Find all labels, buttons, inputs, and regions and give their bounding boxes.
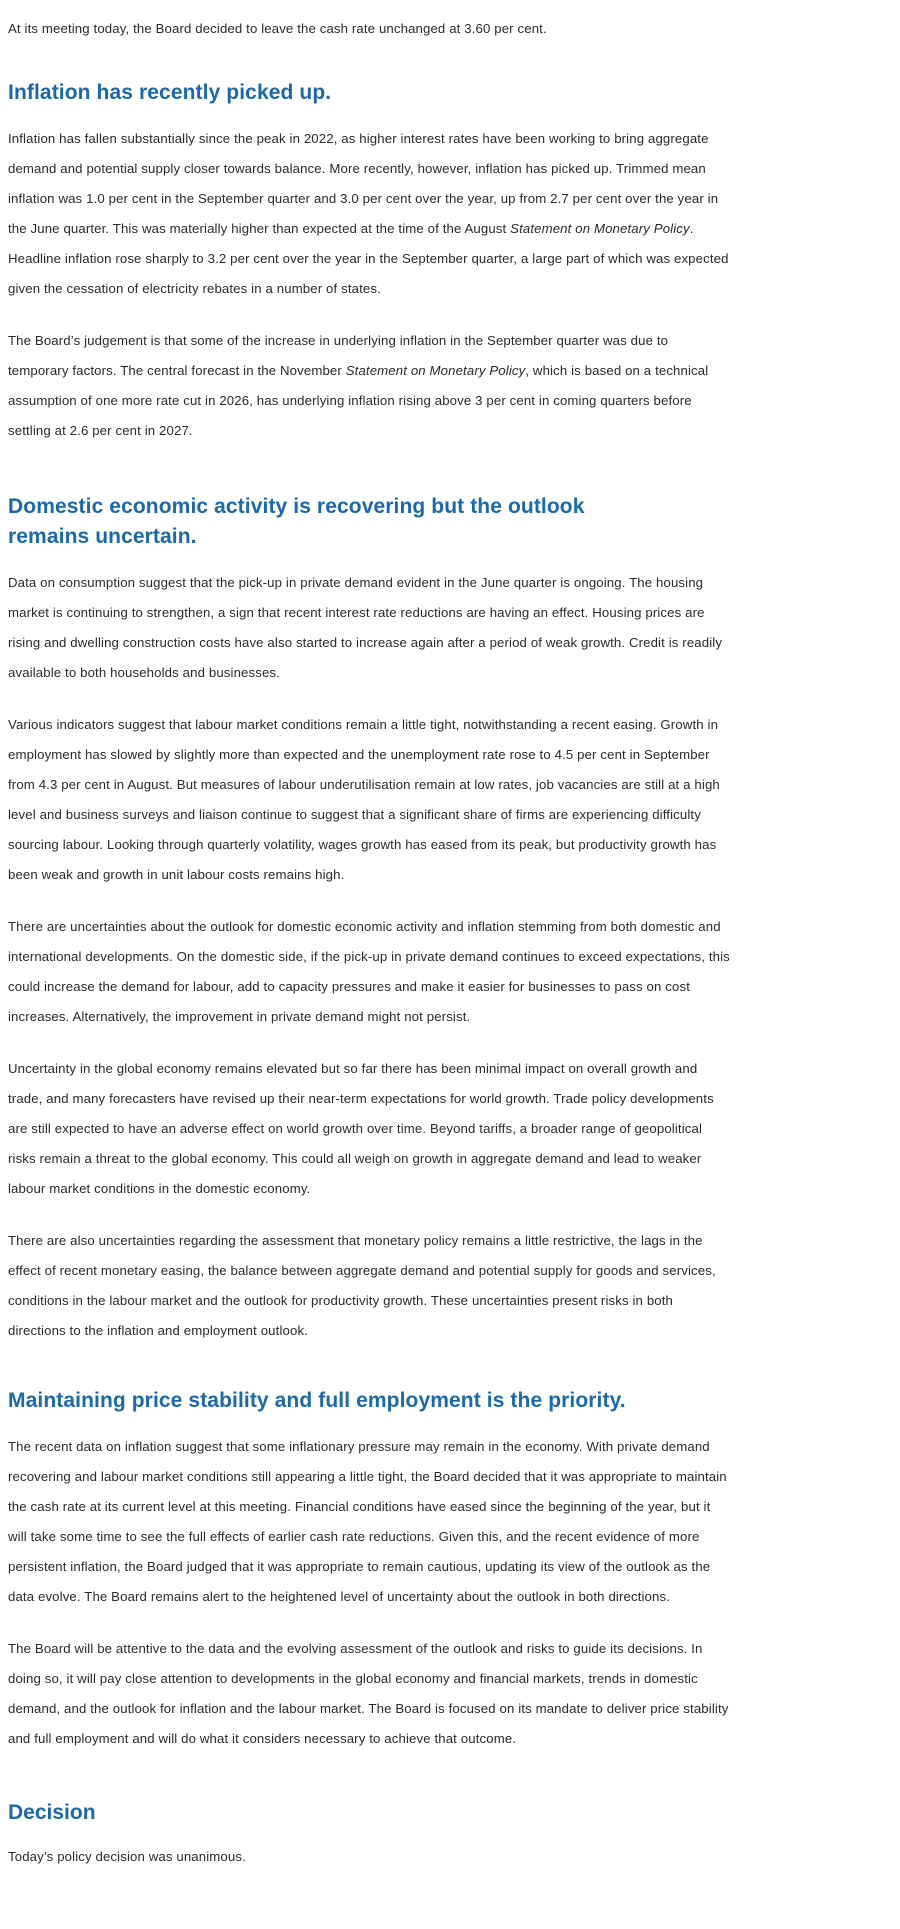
section-inflation [8,78,900,446]
paragraph-inflation-1 [8,124,730,304]
section-heading-domestic-activity: Domestic economic activity is recovering but the outlook remains uncertain. [8,495,585,548]
paragraph-domestic-4: Uncertainty in the global economy remains elevated but so far there has been minimal impact on overall growth and trade, and many forecasters have revised up their near-term expectations for world growth. Trade policy developments are still expected to have an adverse effect on world growth over time. Beyond tariffs, a broader range of geopolitical risks remain a threat to the global economy. This could all weigh on growth in aggregate demand and lead to weaker labour market conditions in the domestic economy. [8,1061,714,1196]
paragraph-inflation-2 [8,326,730,446]
intro-paragraph: At its meeting today, the Board decided to leave the cash rate unchanged at 3.60 per cent. [8,21,547,36]
paragraph-text-part: Inflation has fallen substantially since the peak in 2022, as higher interest rates have been working to bring aggregate demand and potential supply closer towards balance. More recently, however, inflation has picked up. Trimmed mean inflation was 1.0 per cent in the September quarter and 3.0 per cent over the year, up from 2.7 per cent over the year in the June quarter. This was materially higher than expected at the time of the August [8,131,719,236]
section-heading-decision: Decision [8,1801,96,1824]
paragraph-domestic-3: There are uncertainties about the outlook for domestic economic activity and inflation stemming from both domestic and international developments. On the domestic side, if the pick-up in private demand continues to exceed expectations, this could increase the demand for labour, add to capacity pressures and make it easier for businesses to pass on cost increases. Alternatively, the improvement in private demand might not persist. [8,919,730,1024]
publication-title-italic: Statement on Monetary Policy [510,221,690,236]
spacer [8,66,900,78]
section-domestic-activity [8,492,900,1346]
paragraph-text-part: The Board’s judgement is that some of the increase in underlying inflation in the September quarter was due to temporary factors. The central forecast in the November [8,333,669,378]
paragraph-domestic-5: There are also uncertainties regarding the assessment that monetary policy remains a little restrictive, the lags in the effect of recent monetary easing, the balance between aggregate demand and potential supply for goods and services, conditions in the labour market and the outlook for productivity growth. These uncertainties present risks in both directions to the inflation and employment outlook. [8,1233,716,1338]
section-decision [8,1798,900,1872]
section-price-stability [8,1386,900,1754]
intro-block [8,10,900,44]
paragraph-text-part: . Headline inflation rose sharply to 3.2 per cent over the year in the September quarter, a large part of which was expected given the cessation of electricity rebates in a number of states. [8,221,729,296]
paragraph-domestic-2: Various indicators suggest that labour market conditions remain a little tight, notwithstanding a recent easing. Growth in employment has slowed by slightly more than expected and the unemployment rate rose to 4.5 per cent in September from 4.3 per cent in August. But measures of labour underutilisation remain at low rates, job vacancies are still at a high level and business surveys and liaison continue to suggest that a significant share of firms are experiencing difficulty sourcing labour. Looking through quarterly volatility, wages growth has eased from its peak, but productivity growth has been weak and growth in unit labour costs remains high. [8,717,720,882]
paragraph-domestic-1: Data on consumption suggest that the pick-up in private demand evident in the June quarter is ongoing. The housing market is continuing to strengthen, a sign that recent interest rate reductions are having an effect. Housing prices are rising and dwelling construction costs have also started to increase again after a period of weak growth. Credit is readily available to both households and businesses. [8,575,723,680]
publication-title-italic: Statement on Monetary Policy [345,363,526,378]
section-heading-inflation: Inflation has recently picked up. [8,81,332,104]
paragraph-price-stability-1: The recent data on inflation suggest that some inflationary pressure may remain in the economy. With private demand recovering and labour market conditions still appearing a little tight, the Board decided that it was appropriate to maintain the cash rate at its current level at this meeting. Financial conditions have eased since the beginning of the year, but it will take some time to see the full effects of earlier cash rate reductions. Given this, and the recent evidence of more persistent inflation, the Board judged that it was appropriate to remain cautious, updating its view of the outlook as the data evolve. The Board remains alert to the heightened level of uncertainty about the outlook in both directions. [8,1439,727,1604]
paragraph-decision-1: Today’s policy decision was unanimous. [8,1849,246,1864]
paragraph-text-part: , which is based on a technical assumption of one more rate cut in 2026, has underlying inflation rising above 3 per cent in coming quarters before settling at 2.6 per cent in 2027. [8,363,709,438]
paragraph-price-stability-2: The Board will be attentive to the data and the evolving assessment of the outlook and risks to guide its decisions. In doing so, it will pay close attention to developments in the global economy and financial markets, trends in domestic demand, and the outlook for inflation and the labour market. The Board is focused on its mandate to deliver price stability and full employment and will do what it considers necessary to achieve that outcome. [8,1641,729,1746]
section-heading-price-stability: Maintaining price stability and full employment is the priority. [8,1389,626,1412]
